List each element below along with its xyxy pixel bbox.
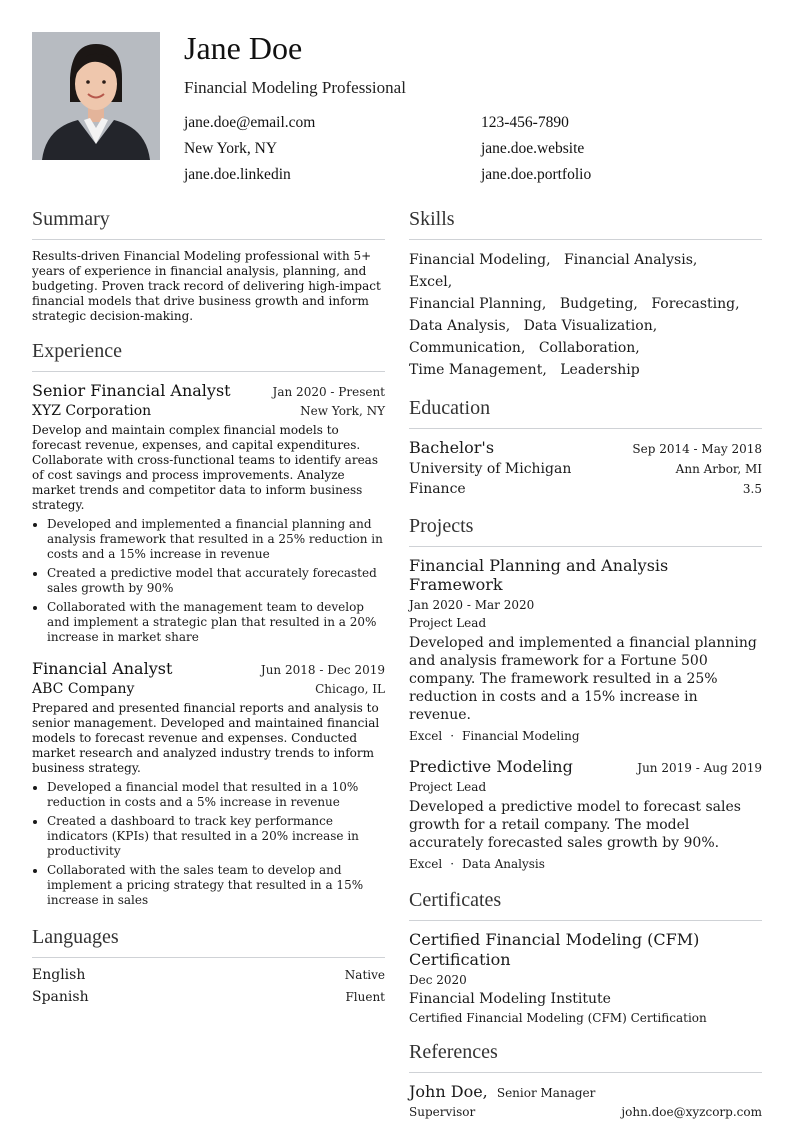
language-item (32, 989, 385, 1005)
certificates-heading: Certificates (409, 889, 762, 921)
experience-heading: Experience (32, 340, 385, 372)
left-column (32, 208, 385, 1011)
contact-phone[interactable]: 123-456-7890 (481, 114, 569, 131)
skill-item: Data Visualization, (523, 318, 658, 334)
reference-item (409, 1082, 762, 1101)
language-level: Native (344, 968, 385, 982)
job-title: Senior Financial Analyst (32, 381, 231, 400)
experience-item (32, 659, 385, 908)
job-location: New York, NY (300, 404, 385, 418)
job-company: ABC Company (32, 681, 135, 697)
project-title: Predictive Modeling (409, 757, 573, 776)
skill-item: Excel, (409, 274, 453, 290)
job-title: Financial Analyst (32, 659, 173, 678)
job-description: Prepared and presented financial reports and analysis to senior management. Developed and maintained financial models to forecast revenue and expenses. Conducted market research and analyzed industry trends to inform business strategy. (32, 701, 380, 775)
skill-item: Communication, (409, 340, 526, 356)
summary-heading: Summary (32, 208, 385, 240)
education-dates: Sep 2014 - May 2018 (632, 442, 762, 456)
project-item (409, 757, 762, 871)
education-heading: Education (409, 397, 762, 429)
skill-item: Financial Analysis, (564, 252, 698, 268)
job-dates: Jan 2020 - Present (272, 385, 385, 399)
skill-item: Data Analysis, (409, 318, 511, 334)
contact-email[interactable]: jane.doe@email.com (184, 114, 316, 131)
education-degree: Bachelor's (409, 438, 495, 457)
job-bullet: • Developed a financial model that resulted in a 10% reduction in costs and a 5% increase in revenue (47, 780, 385, 810)
job-bullets (32, 517, 385, 645)
education-location: Ann Arbor, MI (675, 462, 762, 476)
job-bullet: • Collaborated with the management team to develop and implement a strategic plan that resulted in a 20% increase in market share (47, 600, 385, 645)
job-bullet: • Created a dashboard to track key performance indicators (KPIs) that resulted in a 20% increase in productivity (47, 814, 385, 859)
project-dates: Jun 2019 - Aug 2019 (637, 761, 762, 775)
right-column (409, 208, 762, 1119)
education-school: University of Michigan (409, 461, 572, 477)
certificate-title: Certified Financial Modeling (CFM) Certification (409, 930, 700, 969)
project-tag: Excel (409, 729, 443, 743)
profile-photo (32, 32, 160, 160)
experience-item (32, 381, 385, 645)
projects-heading: Projects (409, 515, 762, 547)
reference-email[interactable]: john.doe@xyzcorp.com (621, 1105, 762, 1119)
project-title: Financial Planning and Analysis Framework (409, 556, 669, 594)
job-bullet: • Collaborated with the sales team to develop and implement a pricing strategy that resulted in a 15% increase in sales (47, 863, 385, 908)
contact-location: New York, NY (184, 140, 278, 157)
skill-item: Forecasting, (651, 296, 740, 312)
certificate-date: Dec 2020 (409, 973, 467, 987)
separator-dot: · (450, 729, 455, 743)
project-dates: Jan 2020 - Mar 2020 (409, 598, 535, 612)
project-role: Project Lead (409, 616, 487, 630)
job-bullets (32, 780, 385, 908)
job-description: Develop and maintain complex financial models to forecast revenue, expenses, and capital expenditures. Collaborate with cross-functional teams to identify areas of cost savings and process improvements. Analyze market trends and competitor data to inform business strategy. (32, 423, 378, 512)
job-location: Chicago, IL (315, 682, 385, 696)
references-heading: References (409, 1041, 762, 1073)
project-tag: Financial Modeling (462, 729, 580, 743)
project-description: Developed and implemented a financial planning and analysis framework for a Fortune 500 company. The framework resulted in a 25% reduction in costs and a 15% increase in revenue. (409, 635, 757, 723)
education-gpa: 3.5 (742, 482, 762, 496)
skill-item: Financial Modeling, (409, 252, 551, 268)
language-level: Fluent (345, 990, 385, 1004)
contact-website[interactable]: jane.doe.website (481, 140, 585, 157)
skills-heading: Skills (409, 208, 762, 240)
job-bullet: • Created a predictive model that accurately forecasted sales growth by 90% (47, 566, 385, 596)
skill-item: Collaboration, (538, 340, 640, 356)
reference-position: Senior Manager (496, 1086, 596, 1100)
skill-item: Leadership (560, 362, 640, 378)
job-company: XYZ Corporation (32, 403, 152, 419)
language-name: Spanish (32, 989, 89, 1005)
candidate-name: Jane Doe (184, 30, 303, 66)
skills-list (409, 249, 762, 381)
summary-text: Results-driven Financial Modeling professional with 5+ years of experience in financial analysis, planning, and budgeting. Proven track record of delivering high-impact financial models that drive business growth and inform strategic decision-making. (32, 249, 381, 323)
project-tags (409, 729, 762, 743)
language-item (32, 967, 385, 983)
project-tag: Excel (409, 857, 443, 871)
certificate-description: Certified Financial Modeling (CFM) Certification (409, 1011, 707, 1025)
project-description: Developed a predictive model to forecast sales growth for a retail company. The model accurately forecasted sales growth by 90%. (409, 799, 741, 851)
project-tag: Data Analysis (462, 857, 545, 871)
language-name: English (32, 967, 86, 983)
job-dates: Jun 2018 - Dec 2019 (260, 663, 385, 677)
education-field: Finance (409, 481, 466, 497)
separator-dot: · (450, 857, 455, 871)
job-bullet: • Developed and implemented a financial planning and analysis framework that resulted in a 25% reduction in costs and a 15% increase in revenue (47, 517, 385, 562)
contact-portfolio[interactable]: jane.doe.portfolio (481, 166, 592, 183)
project-role: Project Lead (409, 780, 487, 794)
contact-linkedin[interactable]: jane.doe.linkedin (184, 166, 291, 183)
skill-item: Financial Planning, (409, 296, 547, 312)
project-item (409, 556, 762, 743)
languages-heading: Languages (32, 926, 385, 958)
certificate-issuer: Financial Modeling Institute (409, 991, 611, 1007)
candidate-title: Financial Modeling Professional (184, 78, 406, 97)
reference-relation: Supervisor (409, 1105, 476, 1119)
skill-item: Time Management, (409, 362, 547, 378)
reference-name: John Doe, (409, 1082, 488, 1101)
skill-item: Budgeting, (559, 296, 638, 312)
project-tags (409, 857, 762, 871)
